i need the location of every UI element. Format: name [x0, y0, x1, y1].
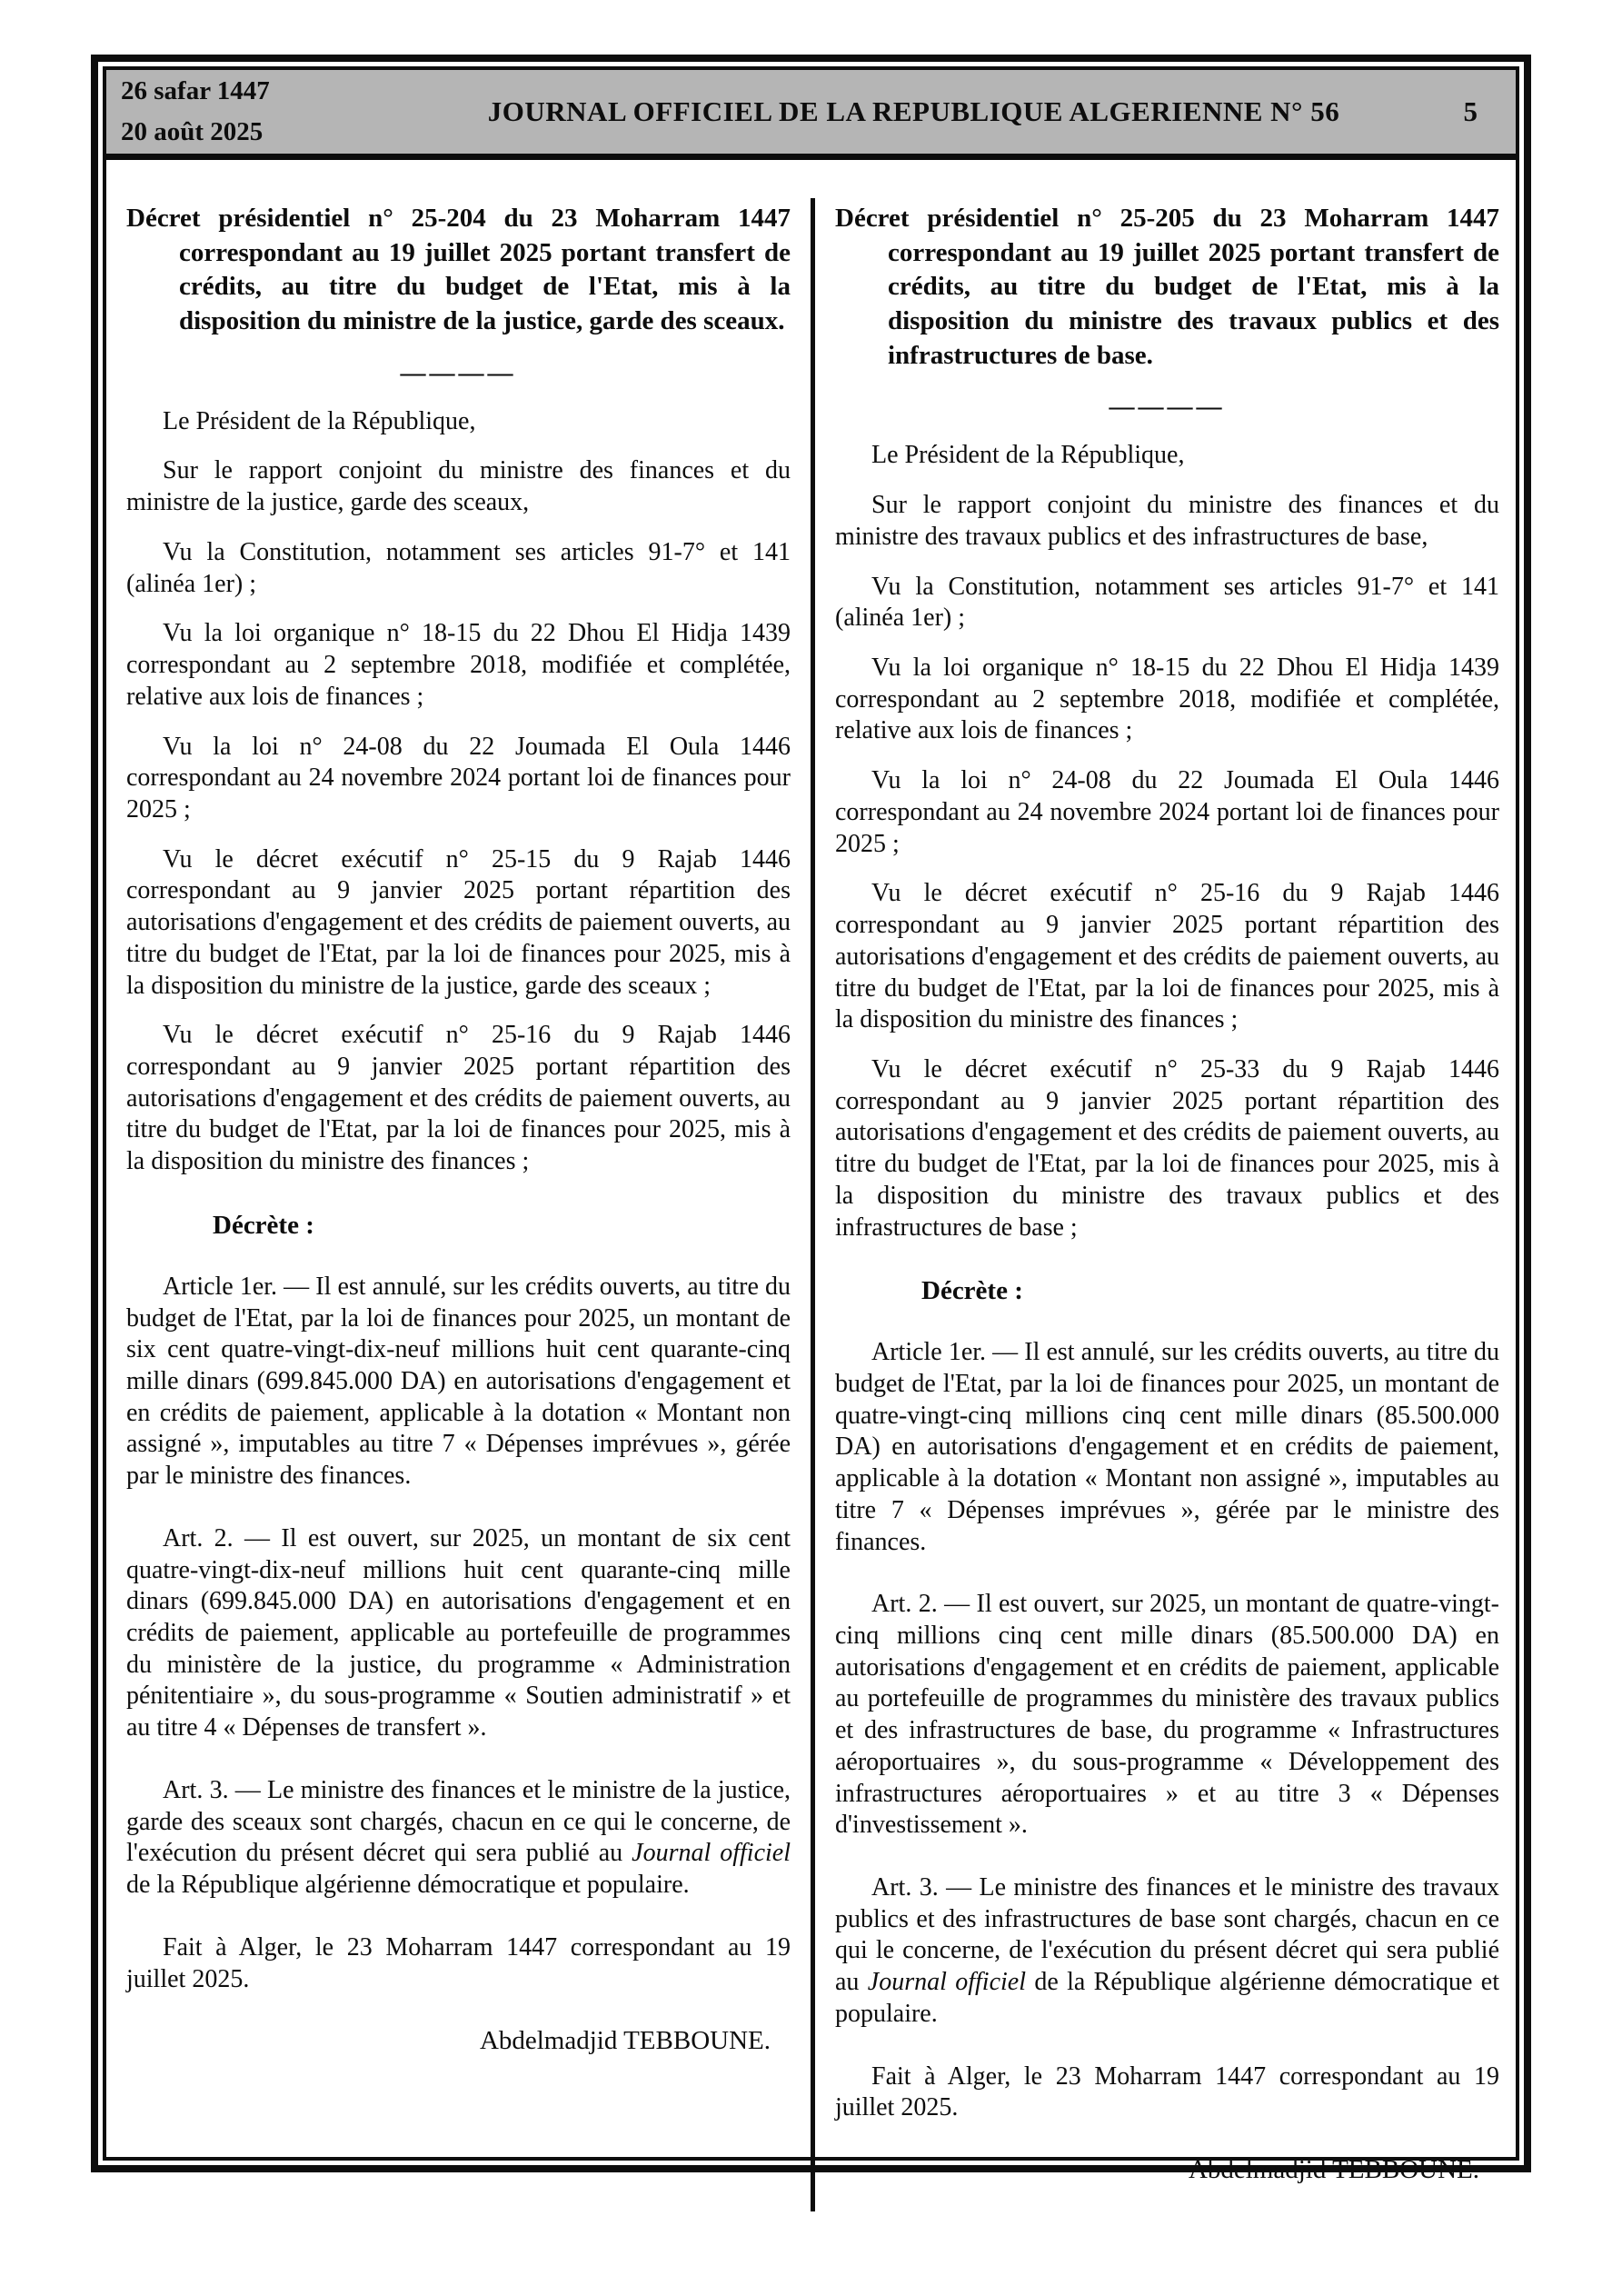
- masthead: [106, 70, 1516, 160]
- decree-title: Décret présidentiel n° 25-204 du 23 Moharram 1447 correspondant au 19 juillet 2025 portant transfert de crédits, au titre du budget de l'Etat, mis à la disposition du ministre de la justice, garde des sceaux.: [126, 204, 791, 336]
- paragraph: Vu la loi n° 24-08 du 22 Joumada El Oula 1446 correspondant au 24 novembre 2024 portant loi de finances pour 2025 ;: [835, 766, 1499, 858]
- paragraph: Vu le décret exécutif n° 25-33 du 9 Rajab 1446 correspondant au 9 janvier 2025 portant répartition des autorisations d'engagement et des crédits de paiement ouverts, au titre du budget de l'Etat, par la loi de finances pour 2025, mis à la disposition du ministre des travaux publics et des infrastructures de base ;: [835, 1054, 1499, 1242]
- paragraph: Vu le décret exécutif n° 25-16 du 9 Rajab 1446 correspondant au 9 janvier 2025 portant répartition des autorisations d'engagement et des crédits de paiement ouverts, au titre du budget de l'Etat, par la loi de finances pour 2025, mis à la disposition du ministre des finances ;: [835, 879, 1499, 1034]
- date-hijri: 26 safar 1447: [121, 76, 270, 106]
- journal-officiel-italic: Journal officiel: [632, 1839, 791, 1868]
- dash-separator: ————: [1109, 393, 1226, 422]
- article-3-text: de la République algérienne démocratique et populaire.: [835, 1968, 1499, 2028]
- article-1: Article 1er. — Il est annulé, sur les crédits ouverts, au titre du budget de l'Etat, par la loi de finances pour 2025, un montant de six cent quatre-vingt-dix-neuf millions huit cent quarante-cinq mille dinars (699.845.000 DA) en autorisations d'engagement et en crédits de paiement, applicable à la dotation « Montant non assigné », imputables au titre 7 « Dépenses imprévues », gérée par le ministre des finances.: [126, 1272, 791, 1491]
- decree-label: Décrète :: [921, 1276, 1023, 1306]
- dash-separator: ————: [400, 358, 517, 387]
- paragraph: Vu la loi n° 24-08 du 22 Joumada El Oula 1446 correspondant au 24 novembre 2024 portant loi de finances pour 2025 ;: [126, 732, 791, 824]
- article-3-text: Art. 3. — Le ministre des finances et le ministre de la justice, garde des sceaux sont chargés, chacun en ce qui le concerne, de l'exécution du présent décret qui sera publié au: [126, 1775, 791, 1868]
- paragraph: Vu la Constitution, notamment ses articles 91-7° et 141 (alinéa 1er) ;: [835, 572, 1499, 633]
- journal-officiel-italic: Journal officiel: [867, 1968, 1026, 1997]
- article-3: [835, 1872, 1499, 2031]
- paragraph: Le Président de la République,: [163, 406, 476, 435]
- paragraph: Vu le décret exécutif n° 25-16 du 9 Rajab 1446 correspondant au 9 janvier 2025 portant répartition des autorisations d'engagement et des crédits de paiement ouverts, au titre du budget de l'Etat, par la loi de finances pour 2025, mis à la disposition du ministre des finances ;: [126, 1021, 791, 1176]
- article-2: Art. 2. — Il est ouvert, sur 2025, un montant de quatre-vingt-cinq millions cinq cent mille dinars (85.500.000 DA) en autorisations d'engagement et en crédits de paiement, applicable au portefeuille de programmes du ministère des travaux publics et des infrastructures de base, du programme « Infrastructures aéroportuaires », du sous-programme « Développement des infrastructures aéroportuaires » et au titre 3 « Dépenses d'investissement ».: [835, 1590, 1499, 1840]
- masthead-dates: [106, 71, 421, 153]
- column-divider: [811, 198, 815, 2211]
- journal-title: JOURNAL OFFICIEL DE LA REPUBLIQUE ALGERIENNE N° 56: [487, 95, 1340, 127]
- decree-label: Décrète :: [213, 1210, 314, 1240]
- decree-title: Décret présidentiel n° 25-205 du 23 Moharram 1447 correspondant au 19 juillet 2025 portant transfert de crédits, au titre du budget de l'Etat, mis à la disposition du ministre des travaux publics et des infrastructures de base.: [835, 204, 1499, 370]
- date-gregorian: 20 août 2025: [121, 117, 264, 146]
- page-frame: [91, 55, 1531, 2185]
- article-3: [126, 1775, 791, 1902]
- paragraph: Vu la loi organique n° 18-15 du 22 Dhou El Hidja 1439 correspondant au 2 septembre 2018, modifiée et complétée, relative aux lois de finances ;: [126, 619, 791, 711]
- left-column: [126, 160, 791, 2211]
- article-1: Article 1er. — Il est annulé, sur les crédits ouverts, au titre du budget de l'Etat, par la loi de finances pour 2025, un montant de quatre-vingt-cinq millions cinq cent mille dinars (85.500.000 DA) en autorisations d'engagement et en crédits de paiement, applicable à la dotation « Montant non assigné », imputables au titre 7 « Dépenses imprévues », gérée par le ministre des finances.: [835, 1338, 1499, 1556]
- closing-statement: Fait à Alger, le 23 Moharram 1447 correspondant au 19 juillet 2025.: [126, 1932, 791, 1993]
- paragraph: Sur le rapport conjoint du ministre des finances et du ministre de la justice, garde des sceaux,: [126, 456, 791, 517]
- content-area: [106, 160, 1516, 2211]
- paragraph: Vu la Constitution, notamment ses articles 91-7° et 141 (alinéa 1er) ;: [126, 537, 791, 598]
- page-number: 5: [1463, 95, 1478, 127]
- paragraph: Le Président de la République,: [871, 441, 1185, 470]
- right-column: [835, 160, 1499, 2211]
- article-3-text: Art. 3. — Le ministre des finances et le ministre des travaux publics et des infrastructures de base sont chargés, chacun en ce qui le concerne, de l'exécution du présent décret qui sera publié au: [835, 1873, 1499, 1997]
- signature: Abdelmadjid TEBBOUNE.: [479, 2026, 771, 2056]
- paragraph: Vu la loi organique n° 18-15 du 22 Dhou El Hidja 1439 correspondant au 2 septembre 2018, modifiée et complétée, relative aux lois de finances ;: [835, 654, 1499, 745]
- article-3-text: de la République algérienne démocratique et populaire.: [126, 1871, 690, 1900]
- paragraph: Sur le rapport conjoint du ministre des finances et du ministre des travaux publics et des infrastructures de base,: [835, 491, 1499, 551]
- closing-statement: Fait à Alger, le 23 Moharram 1447 correspondant au 19 juillet 2025.: [835, 2061, 1499, 2122]
- signature: Abdelmadjid TEBBOUNE.: [1188, 2155, 1479, 2185]
- frame-inner: [103, 66, 1519, 2185]
- paragraph: Vu le décret exécutif n° 25-15 du 9 Rajab 1446 correspondant au 9 janvier 2025 portant répartition des autorisations d'engagement et des crédits de paiement ouverts, au titre du budget de l'Etat, par la loi de finances pour 2025, mis à la disposition du ministre de la justice, garde des sceaux ;: [126, 844, 791, 1000]
- article-2: Art. 2. — Il est ouvert, sur 2025, un montant de six cent quatre-vingt-dix-neuf millions huit cent quarante-cinq mille dinars (699.845.000 DA) en autorisations d'engagement et en crédits de paiement, applicable au portefeuille de programmes du ministère de la justice, du programme « Administration pénitentiaire », du sous-programme « Soutien administratif » et au titre 4 « Dépenses de transfert ».: [126, 1523, 791, 1742]
